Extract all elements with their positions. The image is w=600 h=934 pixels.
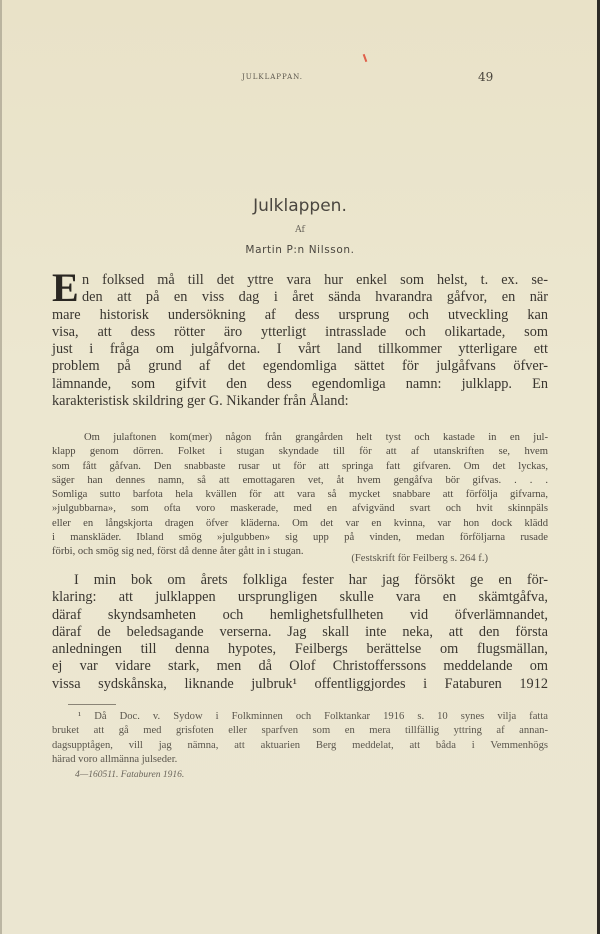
text-line: däraf de beledsagande verserna. Jag skall inte neka, att den första xyxy=(52,623,548,640)
quote-line: i manskläder. Ibland smög »julgubben» sig upp på vinden, medan förföljarna rusade xyxy=(52,532,548,544)
page-edge-left xyxy=(0,0,2,934)
running-head: JULKLAPPAN. xyxy=(242,73,304,81)
paragraph-2 xyxy=(52,572,548,693)
quote-line: Somliga sutto barfota hela kvällen för att vara så mycket snabbare att förfölja gifvarna, xyxy=(52,489,548,501)
text-line: karakteristisk skildring ger G. Nikander från Åland: xyxy=(52,393,349,410)
text-line: den att på en viss dag i året sända hvarandra gåfvor, en när xyxy=(82,289,548,306)
block-quote xyxy=(52,431,548,560)
text-line: just i fråga om julgåfvorna. I vårt land tillkommer ytterligare ett xyxy=(52,341,548,358)
quote-line: förbi, och smög sig ned, först då denne åter gått in i stugan. xyxy=(52,546,304,558)
text-line: däraf skyndsamheten och hemlighetsfullheten vid öfverlämnandet, xyxy=(52,606,548,623)
text-line: lämnande, som gifvit den dess egendomliga namn: julklapp. En xyxy=(52,375,548,392)
text-line: anledningen till denna hypotes, Feilbergs berättelse om flugsmällan, xyxy=(52,641,548,658)
footnote xyxy=(52,710,548,767)
text-line: I min bok om årets folkliga fester har jag försökt ge en för- xyxy=(74,572,548,588)
printer-signature: 4—160511. Fataburen 1916. xyxy=(75,770,185,780)
text-line: klaring: att julklappen ursprungligen skulle vara en skämtgåfva, xyxy=(52,589,548,606)
quote-line: klapp genom dörren. Folket i stugan skyndade till för att af utanskriften se, hvem xyxy=(52,446,548,458)
byline-prefix: Af xyxy=(295,225,305,235)
footnote-line: härad voro allmänna julseder. xyxy=(52,753,178,765)
quote-line: som fått gåfvan. Den snabbaste rusar ut för att springa fatt gifvaren. Om det lyckas, xyxy=(52,460,548,472)
author-name: Martin P:n Nilsson. xyxy=(245,244,355,256)
quote-line: »julgubbarna», som ofta voro maskerade, med en afvigvänd svart och hvit skinnpäls xyxy=(52,503,548,515)
red-pencil-mark xyxy=(363,54,368,62)
drop-cap: E xyxy=(52,265,79,310)
quote-citation: (Festskrift för Feilberg s. 264 f.) xyxy=(351,553,488,564)
paragraph-1 xyxy=(52,265,548,410)
quote-line: säger han dennes namn, så att emottagaren vet, åt hvem gengåfva bör gifvas. . . . xyxy=(52,474,548,486)
footnote-line: dagsupptågen, vill jag nämna, att aktuarien Berg meddelat, att båda i Vemmenhögs xyxy=(52,739,548,751)
text-line: mare historisk undersökning af dess ursprung och utveckling kan xyxy=(52,306,548,323)
page-number: 49 xyxy=(478,70,494,84)
text-line: n folksed må till det yttre vara hur enkel som helst, t. ex. se- xyxy=(82,272,548,288)
footnote-line: ¹ Då Doc. v. Sydow i Folkminnen och Folktankar 1916 s. 10 synes vilja fatta xyxy=(78,711,548,722)
footnote-line: bruket att gå med grisfoten eller sparfven som en mera tillfällig yttring af annan- xyxy=(52,725,548,737)
footnote-rule xyxy=(68,704,116,705)
quote-line: Om julaftonen kom(mer) någon från grangården helt tyst och kastade in en jul- xyxy=(84,432,548,443)
text-line: vissa sydskånska, liknande julbruk¹ offentliggjordes i Fataburen 1912 xyxy=(52,675,548,692)
text-line: ej var vidare stark, men då Olof Christofferssons meddelande om xyxy=(52,658,548,675)
quote-line: eller en långskjorta dragen öfver kläderna. Om det var en kvinna, var hon dock klädd xyxy=(52,517,548,529)
article-title: Julklappen. xyxy=(253,196,347,216)
text-line: problem på grund af det egendomliga sättet för julgåfvans öfver- xyxy=(52,358,548,375)
text-line: visa, att dess rötter äro ytterligt intrasslade och olikartade, som xyxy=(52,323,548,340)
